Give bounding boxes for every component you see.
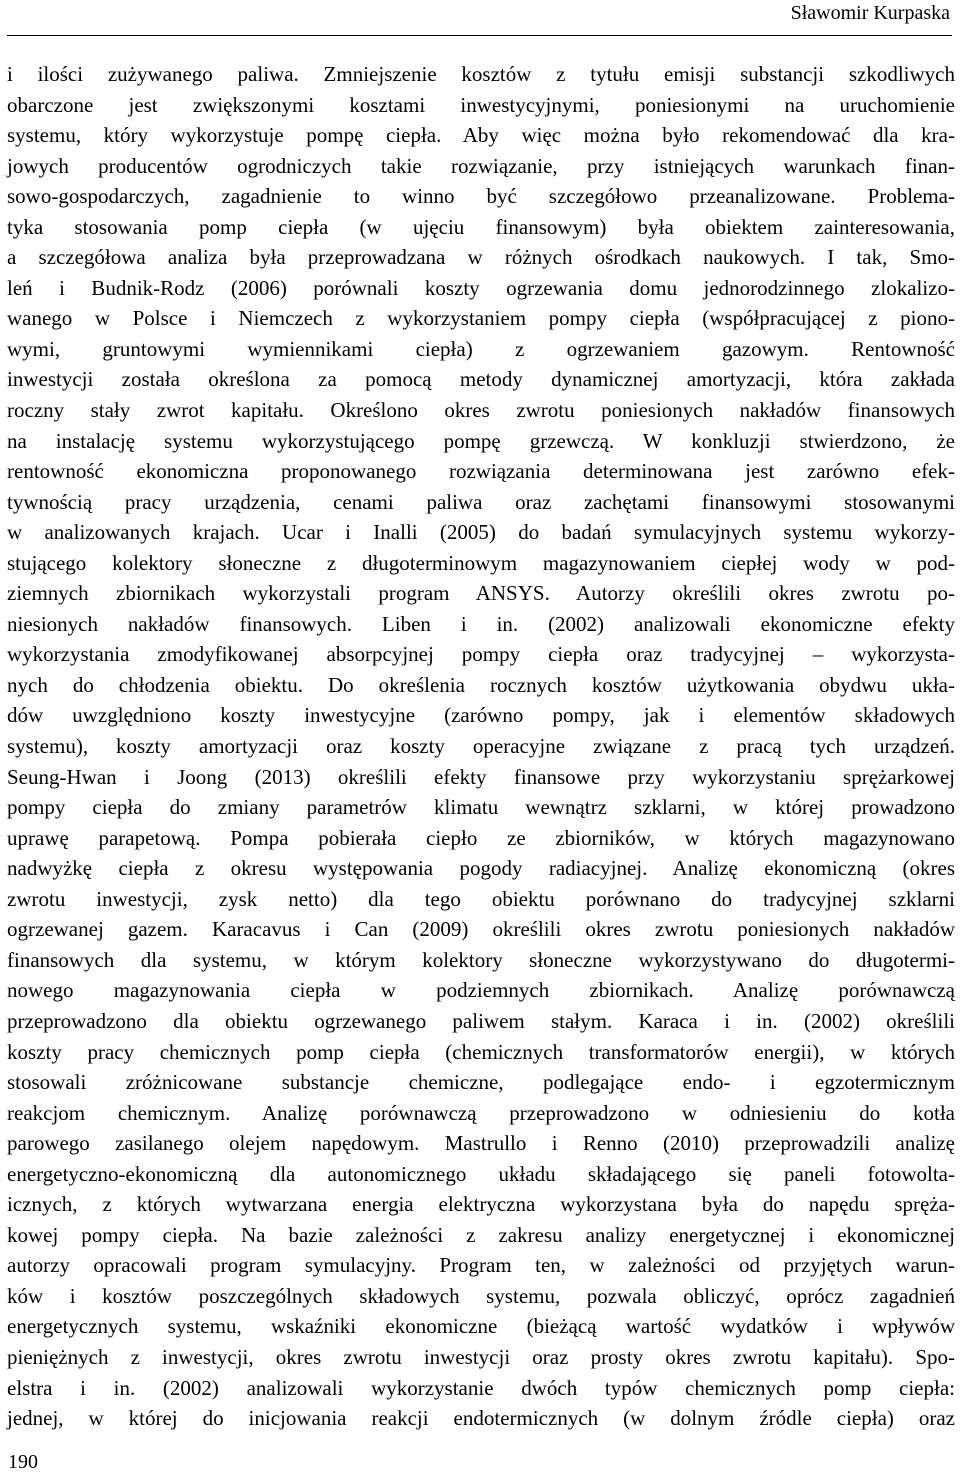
text-line: parowego zasilanego olejem napędowym. Mastrullo i Renno (2010) przeprowadzili analizę [7, 1131, 955, 1156]
text-line: nych do chłodzenia obiektu. Do określenia rocznych kosztów użytkowania obydwu ukła- [7, 672, 955, 697]
text-line: zwrotu inwestycji, zysk netto) dla tego obiektu porównano do tradycyjnej szklarni [7, 886, 955, 911]
text-line: na instalację systemu wykorzystującego pompę grzewczą. W konkluzji stwierdzono, że [7, 428, 955, 453]
text-line: energetyczno-ekonomiczną dla autonomicznego układu składającego się paneli fotowolta- [7, 1161, 955, 1186]
text-line: pompy ciepła do zmiany parametrów klimatu wewnątrz szklarni, w której prowadzono [7, 795, 955, 820]
text-line: leń i Budnik-Rodz (2006) porównali koszty ogrzewania domu jednorodzinnego zlokalizo- [7, 275, 955, 300]
text-line: stosowali zróżnicowane substancje chemiczne, podlegające endo- i egzotermicznym [7, 1070, 955, 1095]
text-line: koszty pracy chemicznych pomp ciepła (chemicznych transformatorów energii), w których [7, 1039, 955, 1064]
text-line: uprawę parapetową. Pompa pobierała ciepło ze zbiorników, w których magazynowano [7, 825, 955, 850]
text-line: wymi, gruntowymi wymiennikami ciepła) z ogrzewaniem gazowym. Rentowność [7, 336, 955, 361]
text-line: pieniężnych z inwestycji, okres zwrotu inwestycji oraz prosty okres zwrotu kapitału). Spo- [7, 1344, 955, 1369]
text-line: i ilości zużywanego paliwa. Zmniejszenie kosztów z tytułu emisji substancji szkodliwych [7, 62, 955, 86]
text-line: wykorzystania zmodyfikowanej absorpcyjnej pompy ciepła oraz tradycyjnej – wykorzysta- [7, 642, 955, 667]
text-line: stującego kolektory słoneczne z długoterminowym magazynowaniem ciepłej wody w pod- [7, 550, 955, 575]
text-line: ków i kosztów poszczególnych składowych systemu, pozwala obliczyć, oprócz zagadnień [7, 1283, 955, 1308]
text-line: Seung-Hwan i Joong (2013) określili efekty finansowe przy wykorzystaniu sprężarkowej [7, 764, 955, 789]
body-paragraph [7, 59, 955, 1434]
text-line: systemu), koszty amortyzacji oraz koszty operacyjne związane z pracą tych urządzeń. [7, 734, 955, 759]
text-line: wanego w Polsce i Niemczech z wykorzystaniem pompy ciepła (współpracującej z piono- [7, 306, 955, 331]
text-line: tywnością pracy urządzenia, cenami paliwa oraz zachętami finansowymi stosowanymi [7, 489, 955, 514]
text-line: nadwyżkę ciepła z okresu występowania pogody radiacyjnej. Analizę ekonomiczną (okres [7, 856, 955, 881]
text-line: tyka stosowania pomp ciepła (w ujęciu finansowym) była obiektem zainteresowania, [7, 214, 955, 239]
text-line: rentowność ekonomiczna proponowanego rozwiązania determinowana jest zarówno efek- [7, 459, 955, 484]
text-line: nowego magazynowania ciepła w podziemnych zbiornikach. Analizę porównawczą [7, 978, 955, 1003]
text-line: elstra i in. (2002) analizowali wykorzystanie dwóch typów chemicznych pomp ciepła: [7, 1375, 955, 1400]
text-line: reakcjom chemicznym. Analizę porównawczą przeprowadzono w odniesieniu do kotła [7, 1100, 955, 1125]
header-rule [7, 35, 952, 36]
text-line: energetycznych systemu, wskaźniki ekonomiczne (bieżącą wartość wydatków i wpływów [7, 1314, 955, 1339]
page-number: 190 [8, 1451, 38, 1473]
text-line: kowej pompy ciepła. Na bazie zależności z zakresu analizy energetycznej i ekonomicznej [7, 1222, 955, 1247]
text-line: jowych producentów ogrodniczych takie rozwiązanie, przy istniejących warunkach finan- [7, 153, 955, 178]
text-line: icznych, z których wytwarzana energia elektryczna wykorzystana była do napędu spręża- [7, 1192, 955, 1217]
text-line: sowo-gospodarczych, zagadnienie to winno być szczegółowo przeanalizowane. Problema- [7, 184, 955, 209]
text-line: systemu, który wykorzystuje pompę ciepła. Aby więc można było rekomendować dla kra- [7, 123, 955, 148]
text-line: dów uwzględniono koszty inwestycyjne (zarówno pompy, jak i elementów składowych [7, 703, 955, 728]
text-line: roczny stały zwrot kapitału. Określono okres zwrotu poniesionych nakładów finansowych [7, 398, 955, 423]
text-line: niesionych nakładów finansowych. Liben i in. (2002) analizowali ekonomiczne efekty [7, 611, 955, 636]
text-line: inwestycji została określona za pomocą metody dynamicznej amortyzacji, która zakłada [7, 367, 955, 392]
text-line: obarczone jest zwiększonymi kosztami inwestycyjnymi, poniesionymi na uruchomienie [7, 92, 955, 117]
text-line: ogrzewanej gazem. Karacavus i Can (2009) określili okres zwrotu poniesionych nakładów [7, 917, 955, 942]
text-line: finansowych dla systemu, w którym kolektory słoneczne wykorzystywano do długotermi- [7, 947, 955, 972]
text-line: autorzy opracowali program symulacyjny. Program ten, w zależności od przyjętych warun- [7, 1253, 955, 1278]
text-line: jednej, w której do inicjowania reakcji endotermicznych (w dolnym źródle ciepła) oraz [7, 1406, 955, 1431]
text-line: w analizowanych krajach. Ucar i Inalli (2005) do badań symulacyjnych systemu wykorzy- [7, 520, 955, 545]
text-line: przeprowadzono dla obiektu ogrzewanego paliwem stałym. Karaca i in. (2002) określili [7, 1008, 955, 1033]
text-line: ziemnych zbiornikach wykorzystali program ANSYS. Autorzy określili okres zwrotu po- [7, 581, 955, 606]
text-line: a szczegółowa analiza była przeprowadzana w różnych ośrodkach naukowych. I tak, Smo- [7, 245, 955, 270]
running-header-author: Sławomir Kurpaska [790, 2, 950, 24]
